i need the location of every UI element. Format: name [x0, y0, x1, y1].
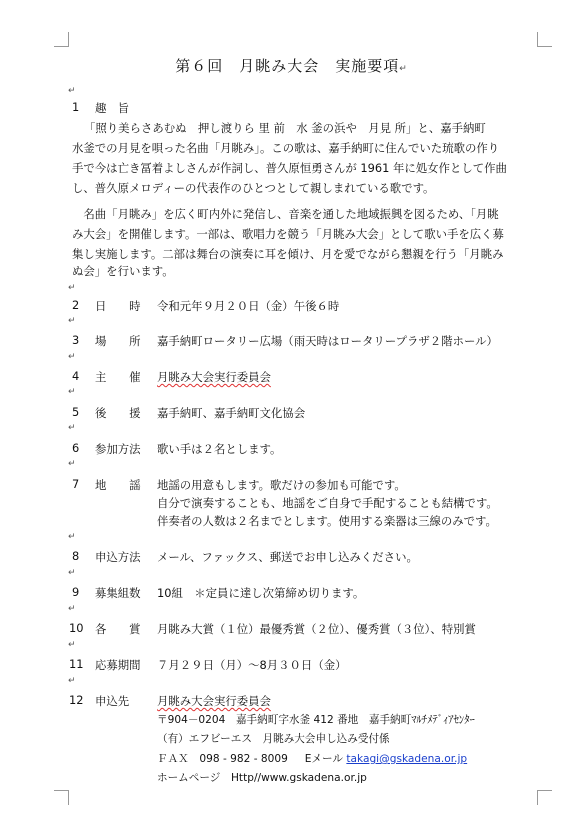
crop-mark-bottom-right	[537, 790, 552, 805]
body-line: 水釜での月見を唄った名曲「月眺み」。この歌は、嘉手納町に住んでいた琉歌の作り	[72, 141, 500, 155]
paragraph-mark: ↵	[399, 64, 408, 74]
item-value: 嘉手納町ロータリー広場（雨天時はロータリープラザ２階ホール）	[157, 334, 498, 348]
paragraph-mark: ↵	[68, 532, 76, 542]
item-label: 各 賞	[95, 622, 141, 636]
contact-email-label: Eメール	[304, 753, 343, 765]
body-line: 名曲「月眺み」を広く町内外に発信し、音楽を通した地域振興を図るため、「月眺	[72, 207, 499, 221]
contact-homepage: ホームページ Http//www.gskadena.or.jp	[157, 772, 367, 784]
item-label: 応募期間	[95, 658, 141, 672]
title-text: 第６回 月眺み大会 実施要項	[175, 57, 400, 75]
item-number: 9	[72, 585, 80, 599]
paragraph-mark: ↵	[68, 423, 76, 433]
item-value: 月眺み大会実行委員会	[157, 370, 271, 384]
item-value-extra: 自分で演奏することも、地謡をご自身で手配することも結構です。	[157, 496, 498, 510]
item-number: 3	[72, 333, 80, 347]
item-label: 場 所	[95, 334, 141, 348]
item-label: 参加方法	[95, 442, 141, 456]
item-value: メール、ファックス、郵送でお申し込みください。	[157, 550, 418, 564]
contact-fax-line	[157, 751, 467, 766]
contact-org: 月眺み大会実行委員会	[157, 694, 271, 708]
paragraph-mark: ↵	[68, 604, 76, 614]
item-label: 募集組数	[95, 586, 141, 600]
paragraph-mark: ↵	[68, 676, 76, 686]
paragraph-mark: ↵	[68, 283, 76, 293]
section-number: 1	[72, 100, 80, 114]
contact-office: （有）エフビーエス 月眺み大会申し込み受付係	[157, 733, 390, 745]
item-number: 2	[72, 298, 80, 312]
item-value: 地謡の用意もします。歌だけの参加も可能です。	[157, 478, 406, 492]
body-line: み大会」を開催します。一部は、歌唱力を競う「月眺み大会」として歌い手を広く募	[72, 227, 504, 241]
body-line: 集し実施します。二部は舞台の演奏に耳を傾け、月を愛でながら懇親を行う「月眺み	[72, 247, 504, 261]
item-number: 6	[72, 441, 80, 455]
crop-mark-top-left	[54, 32, 69, 47]
item-number: 4	[72, 369, 80, 383]
paragraph-mark: ↵	[68, 316, 76, 326]
paragraph-mark: ↵	[68, 459, 76, 469]
paragraph-mark: ↵	[68, 352, 76, 362]
item-value-extra: 伴奏者の人数は２名までとします。使用する楽器は三線のみです。	[157, 514, 497, 528]
contact-address: 〒904－0204 嘉手納町字水釜 412 番地 嘉手納町ﾏﾙﾁﾒﾃﾞｨｱｾﾝﾀｰ	[157, 714, 475, 726]
document-title	[0, 55, 583, 76]
item-value: 令和元年９月２０日（金）午後６時	[157, 299, 340, 313]
crop-mark-top-right	[537, 32, 552, 47]
item-number: 8	[72, 549, 80, 563]
item-number: 7	[72, 477, 80, 491]
body-line: 「照り美らさあむぬ 押し渡りら 里 前 水 釜の浜や 月見 所」と、嘉手納町	[84, 121, 486, 135]
paragraph-mark: ↵	[68, 86, 76, 96]
item-label: 後 援	[95, 406, 141, 420]
paragraph-mark: ↵	[68, 568, 76, 578]
item-value: 10組 ＊定員に達し次第締め切ります。	[157, 586, 365, 600]
item-label: 日 時	[95, 299, 141, 313]
contact-fax: ＦＡＸ 098 - 982 - 8009	[157, 753, 288, 765]
crop-mark-bottom-left	[54, 790, 69, 805]
body-line: ぬ会」を行います。	[72, 264, 174, 278]
item-number: 10	[69, 621, 84, 635]
item-value: 歌い手は２名とします。	[157, 442, 282, 456]
item-value: 嘉手納町、嘉手納町文化協会	[157, 406, 306, 420]
item-label: 地 謡	[95, 478, 141, 492]
item-number: 12	[69, 693, 84, 707]
contact-email-link[interactable]: takagi@gskadena.or.jp	[346, 753, 468, 765]
body-line: 手で今は亡き冨着よしさんが作詞し、普久原恒勇さんが 1961 年に処女作として作曲	[72, 161, 507, 175]
body-line: し、普久原メロディーの代表作のひとつとして親しまれている歌です。	[72, 181, 435, 195]
item-number: 11	[69, 657, 84, 671]
item-label: 申込先	[95, 694, 130, 708]
item-number: 5	[72, 405, 80, 419]
item-label: 主 催	[95, 370, 141, 384]
paragraph-mark: ↵	[68, 387, 76, 397]
item-label: 申込方法	[95, 550, 141, 564]
item-value: 月眺み大賞（１位）最優秀賞（２位）、優秀賞（３位）、特別賞	[157, 622, 476, 636]
item-value: ７月２９日（月）～8月３０日（金）	[157, 658, 347, 672]
paragraph-mark: ↵	[68, 640, 76, 650]
section-label: 趣 旨	[95, 101, 130, 115]
